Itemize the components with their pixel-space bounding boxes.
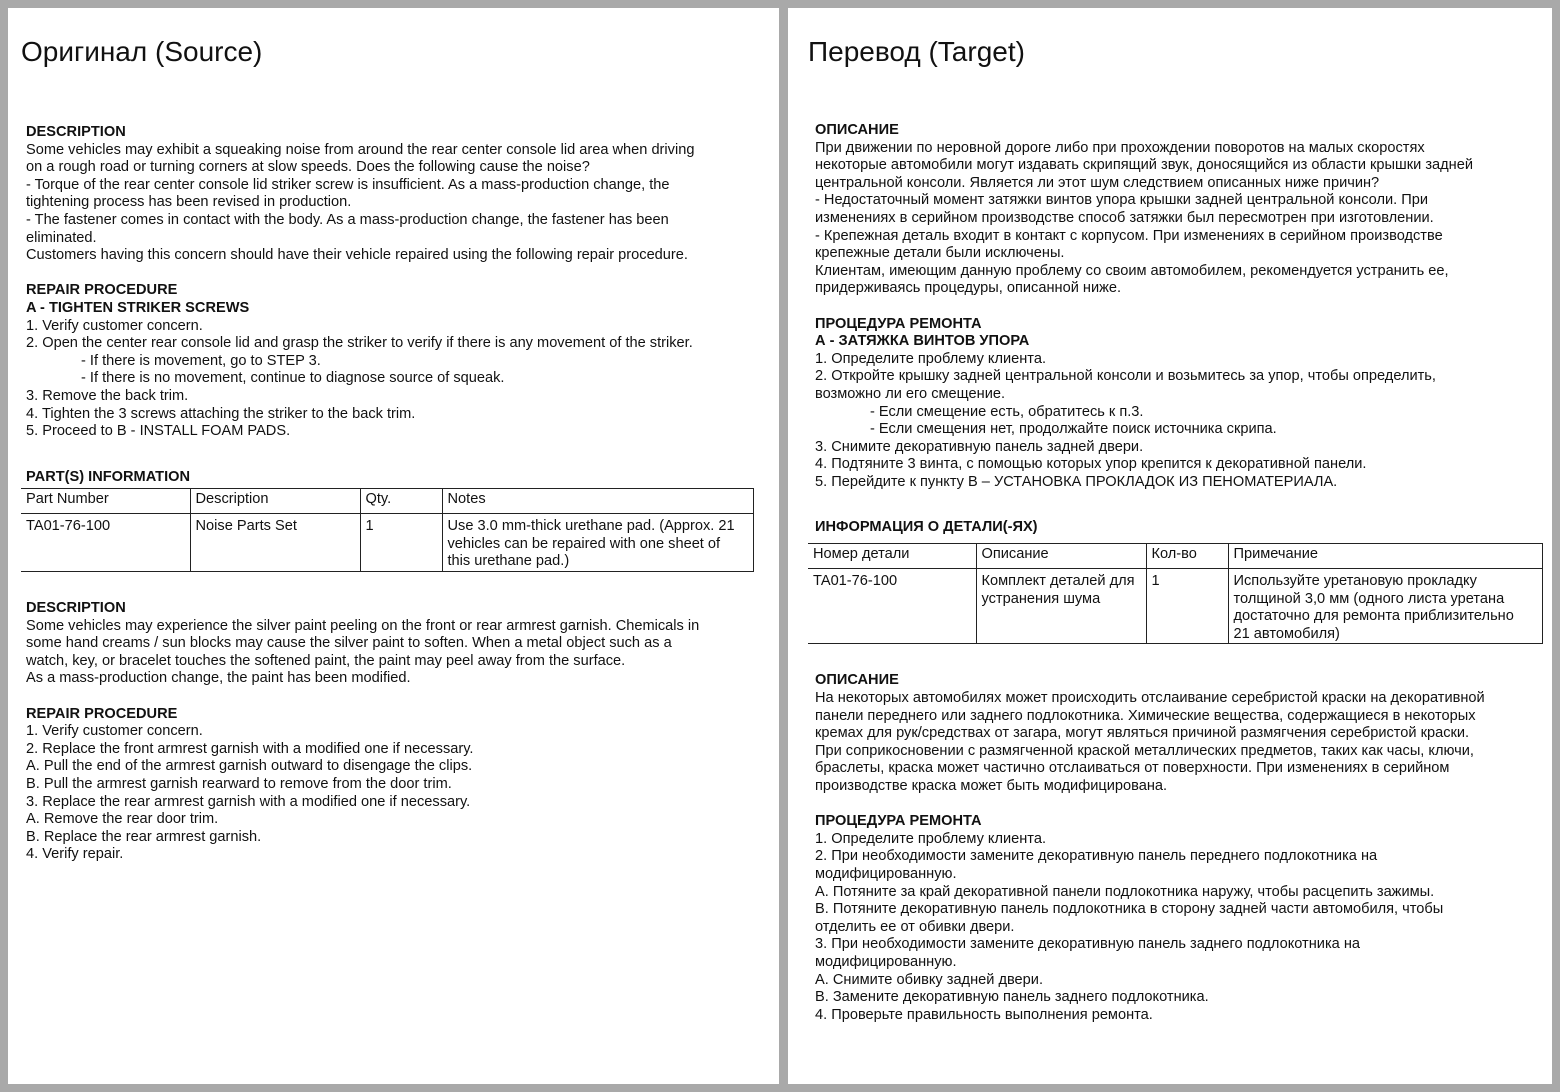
step-line: 5. Перейдите к пункту B – УСТАНОВКА ПРОКЛАДОК ИЗ ПЕНОМАТЕРИАЛА. (815, 473, 1338, 490)
step-line: модифицированную. (815, 865, 957, 882)
step-line: 4. Verify repair. (26, 846, 124, 863)
sub-step-line: - If there is no movement, continue to diagnose source of squeak. (81, 370, 505, 387)
table-row (808, 569, 1543, 644)
table-cell: Use 3.0 mm-thick urethane pad. (Approx. 21 vehicles can be repaired with one sheet of this urethane pad.) (442, 514, 754, 572)
step-line: 3. Replace the rear armrest garnish with a modified one if necessary. (26, 793, 471, 810)
text-line: Customers having this concern should have their vehicle repaired using the following repair procedure. (26, 247, 688, 264)
section-heading: ПРОЦЕДУРА РЕМОНТА (815, 315, 982, 332)
step-line: 1. Определите проблему клиента. (815, 830, 1046, 847)
section-heading: ПРОЦЕДУРА РЕМОНТА (815, 813, 982, 830)
section-heading: ОПИСАНИЕ (815, 122, 899, 138)
step-line: A. Потяните за край декоративной панели подлокотника наружу, чтобы расцепить зажимы. (815, 883, 1435, 900)
step-line: 2. Replace the front armrest garnish with a modified one if necessary. (26, 740, 474, 757)
parts-table (21, 488, 754, 572)
step-line: модифицированную. (815, 953, 957, 970)
step-line: 3. При необходимости замените декоративную панель заднего подлокотника на (815, 936, 1361, 953)
source-page-title: Оригинал (Source) (21, 36, 263, 67)
text-line: центральной консоли. Является ли этот шум следствием описанных ниже причин? (815, 174, 1380, 191)
text-line: As a mass-production change, the paint has been modified. (26, 670, 411, 687)
text-line: on a rough road or turning corners at slow speeds. Does the following cause the noise? (26, 159, 590, 176)
target-content (815, 122, 1525, 1024)
step-line: возможно ли его смещение. (815, 385, 1006, 402)
table-row (21, 514, 754, 572)
sub-step-line: - If there is movement, go to STEP 3. (81, 352, 321, 369)
table-cell: 1 (1146, 569, 1228, 644)
column-header: Примечание (1228, 544, 1543, 569)
target-page (788, 8, 1552, 1084)
text-line: - Torque of the rear center console lid striker screw is insufficient. As a mass-production change, the (26, 176, 670, 193)
section-heading: ИНФОРМАЦИЯ О ДЕТАЛИ(-ЯХ) (815, 519, 1038, 536)
section-heading: ОПИСАНИЕ (815, 672, 899, 689)
column-header: Notes (442, 489, 754, 514)
text-line: Some vehicles may experience the silver paint peeling on the front or rear armrest garnish. Chemicals in (26, 617, 700, 634)
step-line: B. Потяните декоративную панель подлокотника в сторону задней части автомобиля, чтобы (815, 901, 1444, 918)
text-line: На некоторых автомобилях может происходить отслаивание серебристой краски на декоративной (815, 690, 1485, 707)
column-header: Описание (976, 544, 1146, 569)
step-line: B. Pull the armrest garnish rearward to remove from the door trim. (26, 776, 452, 792)
text-line: tightening process has been revised in production. (26, 194, 352, 211)
table-header-row (21, 489, 754, 514)
text-line: некоторые автомобили могут издавать скрипящий звук, доносящийся из области крышки задней (815, 157, 1473, 174)
text-line: При соприкосновении с размягченной краской металлических предметов, таких как часы, ключи, (815, 742, 1474, 759)
parts-table (808, 543, 1543, 644)
sub-step-line: - Если смещение есть, обратитесь к п.3. (870, 403, 1144, 420)
text-line: придерживаясь процедуры, описанной ниже. (815, 280, 1122, 297)
sub-step-line: - Если смещения нет, продолжайте поиск источника скрипа. (870, 421, 1277, 438)
section-subheading: A - TIGHTEN STRIKER SCREWS (26, 299, 250, 316)
text-line: браслеты, краска может частично отслаиваться от поверхности. При изменениях в серийном (815, 760, 1450, 777)
table-header-row (808, 544, 1543, 569)
column-header: Qty. (360, 489, 442, 514)
step-line: A. Pull the end of the armrest garnish outward to disengage the clips. (26, 758, 473, 775)
column-header: Part Number (21, 489, 190, 514)
text-line: Some vehicles may exhibit a squeaking noise from around the rear center console lid area when driving (26, 141, 695, 158)
text-line: some hand creams / sun blocks may cause the silver paint to soften. When a metal object such as a (26, 635, 672, 652)
section-heading: PART(S) INFORMATION (26, 468, 191, 485)
table-cell: TA01-76-100 (21, 514, 190, 572)
section-heading: DESCRIPTION (26, 124, 126, 140)
text-line: - Крепежная деталь входит в контакт с корпусом. При изменениях в серийном производстве (815, 227, 1443, 244)
column-header: Номер детали (808, 544, 976, 569)
text-line: - The fastener comes in contact with the body. As a mass-production change, the fastener has been (26, 211, 669, 228)
section-heading: REPAIR PROCEDURE (26, 705, 178, 722)
text-line: eliminated. (26, 229, 97, 246)
column-header: Description (190, 489, 360, 514)
table-cell: Noise Parts Set (190, 514, 360, 572)
text-line: watch, key, or bracelet touches the softened paint, the paint may peel away from the surface. (26, 652, 626, 669)
step-line: 4. Проверьте правильность выполнения ремонта. (815, 1006, 1153, 1023)
step-line: 2. Откройте крышку задней центральной консоли и возьмитесь за упор, чтобы определить, (815, 368, 1436, 385)
text-line: кремах для рук/средствах от загара, могут являться причиной размягчения серебристой краски. (815, 725, 1470, 742)
step-line: 3. Remove the back trim. (26, 387, 189, 404)
text-line: - Недостаточный момент затяжки винтов упора крышки задней центральной консоли. При (815, 192, 1429, 209)
step-line: 4. Подтяните 3 винта, с помощью которых упор крепится к декоративной панели. (815, 456, 1367, 473)
step-line: 1. Verify customer concern. (26, 723, 203, 740)
target-page-title: Перевод (Target) (808, 36, 1025, 67)
step-line: 3. Снимите декоративную панель задней двери. (815, 438, 1144, 455)
table-cell: Используйте уретановую прокладку толщиной 3,0 мм (одного листа уретана достаточно для ремонта приблизительно 21 автомобиля) (1228, 569, 1543, 644)
step-line: 1. Verify customer concern. (26, 317, 203, 334)
text-line: При движении по неровной дороге либо при прохождении поворотов на малых скоростях (815, 139, 1425, 156)
step-line: 2. Open the center rear console lid and grasp the striker to verify if there is any movement of the striker. (26, 335, 693, 352)
text-line: изменениях в серийном производстве способ затяжки был пересмотрен при изготовлении. (815, 209, 1434, 226)
section-heading: REPAIR PROCEDURE (26, 282, 178, 299)
step-line: A. Снимите обивку задней двери. (815, 971, 1043, 988)
step-line: 1. Определите проблему клиента. (815, 350, 1046, 367)
text-line: производстве краска может быть модифицирована. (815, 778, 1168, 794)
step-line: B. Replace the rear armrest garnish. (26, 828, 262, 845)
column-header: Кол-во (1146, 544, 1228, 569)
section-subheading: А - ЗАТЯЖКА ВИНТОВ УПОРА (815, 333, 1030, 350)
section-heading: DESCRIPTION (26, 600, 126, 617)
table-cell: TA01-76-100 (808, 569, 976, 644)
table-cell: Комплект деталей для устранения шума (976, 569, 1146, 644)
step-line: отделить ее от обивки двери. (815, 918, 1015, 935)
table-cell: 1 (360, 514, 442, 572)
step-line: 2. При необходимости замените декоративную панель переднего подлокотника на (815, 848, 1378, 865)
step-line: 4. Tighten the 3 screws attaching the striker to the back trim. (26, 405, 416, 422)
text-line: крепежные детали были исключены. (815, 245, 1065, 262)
step-line: 5. Proceed to B - INSTALL FOAM PADS. (26, 423, 291, 440)
source-content (26, 124, 746, 864)
step-line: B. Замените декоративную панель заднего подлокотника. (815, 989, 1209, 1006)
text-line: Клиентам, имеющим данную проблему со своим автомобилем, рекомендуется устранить ее, (815, 262, 1449, 279)
source-page (8, 8, 779, 1084)
text-line: панели переднего или заднего подлокотника. Химические вещества, содержащиеся в некоторых (815, 707, 1476, 724)
step-line: A. Remove the rear door trim. (26, 811, 219, 828)
